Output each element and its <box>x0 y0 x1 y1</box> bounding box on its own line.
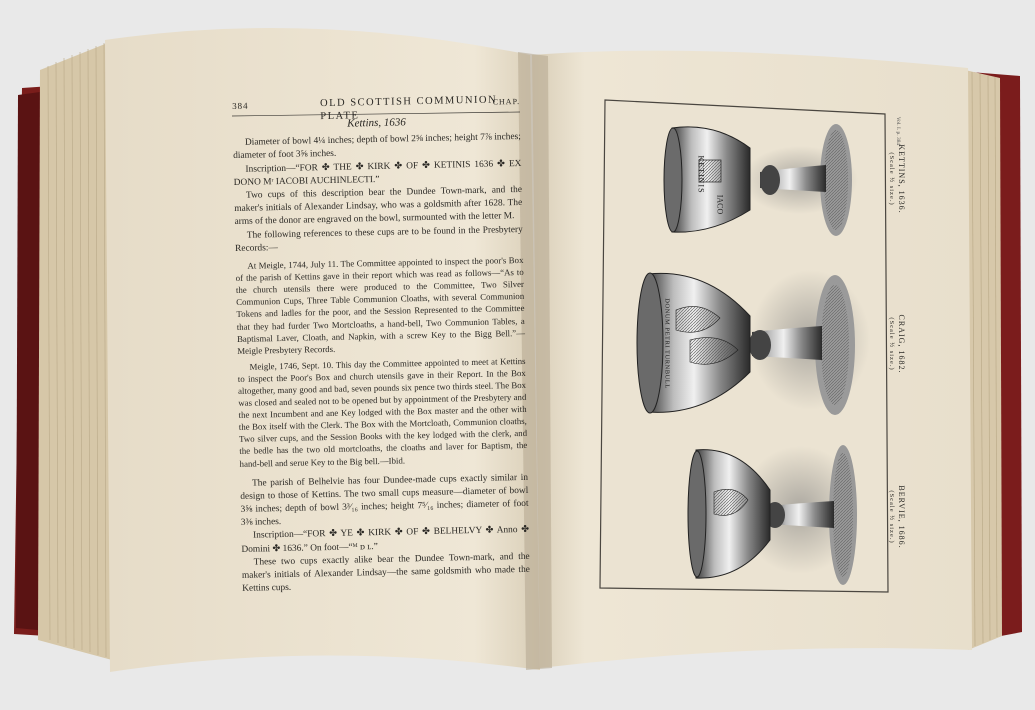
cup-bervie <box>688 445 860 585</box>
page-number: 384 <box>232 100 249 111</box>
paragraph: Inscription—“FOR ✤ YE ✤ KIRK ✤ OF ✤ BELHELVY ✤ Anno ✤ Domini ✤ 1636.” On foot—“ᴹ ᴅ ʟ.” <box>241 525 530 555</box>
plate-corner-mark: Vol. I. p. 384 <box>895 116 901 146</box>
caption-label: BERVIE, 1686. <box>897 485 906 549</box>
paragraph: These two cups exactly alike bear the Dundee Town-mark, and the maker's initials of Alexander Lindsay—the same goldsmith who made the Kettins cups. <box>241 551 531 595</box>
paragraph: The following references to these cups are to be found in the Presbytery Records:— <box>235 224 523 254</box>
cup-inscription-kettins: KETINIS <box>696 155 706 194</box>
paragraph: Diameter of bowl 4¼ inches; depth of bowl 2⅝ inches; height 7⅞ inches; diameter of foot 3⅝ inches. <box>233 132 521 162</box>
chapter-label: CHAP. <box>492 96 521 107</box>
caption-craig <box>888 244 906 444</box>
running-title: OLD SCOTTISH COMMUNION PLATE <box>319 94 498 123</box>
left-page <box>232 94 533 710</box>
paragraph: Two cups of this description bear the Dundee Town-mark, and the maker's initials of Alexander Lindsay, who was a goldsmith after 1628. The arms of the donor are engraved on the bowl, surmounted with the letter M. <box>234 184 523 228</box>
caption-bervie <box>888 417 906 617</box>
paragraph: The parish of Belhelvie has four Dundee-made cups exactly similar in design to those of Kettins. The two small cups measure—diameter of bowl 3⅝ inches; depth of bowl 3³⁄₁₆ inches; height 7⁵⁄₁₆ inches; diameter of foot 3⅜ inches. <box>240 472 529 529</box>
caption-scale: (Scale ½ size.) <box>888 152 895 206</box>
quotation: Meigle, 1746, Sept. 10. This day the Committee appointed to meet at Kettins to inspect the Poor's Box and church utensils gave in their Report. In the Box altogether, many good and bad, seven pounds six pence two thirds steel. The Box was closed and sealed not to be opened but by appointment of the Presbytery and the next Incumbent and ane Key lodged with the Box master and the other with the Box itself with the Clerk. The Box with the Mortcloath, Communion cloaths, Two silver cups, and the Session Books with the key lodged with the clerk, and the bedle has the two old mortcloaths, the cloaths and laver for Baptism, the hand-bell and serue Key to the Big bell.—Ibid. <box>237 355 528 469</box>
cup-inscription-craig: DONUM PETRI TURNBULL <box>663 298 671 389</box>
cup-inscription-iaco: IACO <box>715 194 725 215</box>
caption-scale: (Scale ½ size.) <box>888 317 895 371</box>
body-text <box>232 114 530 596</box>
caption-label: CRAIG, 1682. <box>897 314 906 374</box>
caption-label: KETTINS, 1636. <box>897 144 906 214</box>
caption-scale: (Scale ½ size.) <box>888 490 895 544</box>
quotation: At Meigle, 1744, July 11. The Committee appointed to inspect the poor's Box of the parish of Kettins gave in their report which was read as follows—“As to the church utensils there were produced to the Committee, Two Silver Communion Cups, Three Table Communion Cloaths, with several Communion Tokens and ladles for the poor, and the Session Represented to the Committee that they had furder Two Mortcloaths, a hand-bell, Two Communion Tables, a Baptismal Laver, Cloath, and Napkin, with a screw Key to the Bigg Bell.”—Meigle Presbytery Records. <box>235 254 526 356</box>
paragraph: Inscription—“FOR ✤ THE ✤ KIRK ✤ OF ✤ KETINIS 1636 ✤ EX DONO Mʳ IACOBI AUCHINLECTI.” <box>233 158 522 188</box>
section-heading: Kettins, 1636 <box>347 116 406 130</box>
